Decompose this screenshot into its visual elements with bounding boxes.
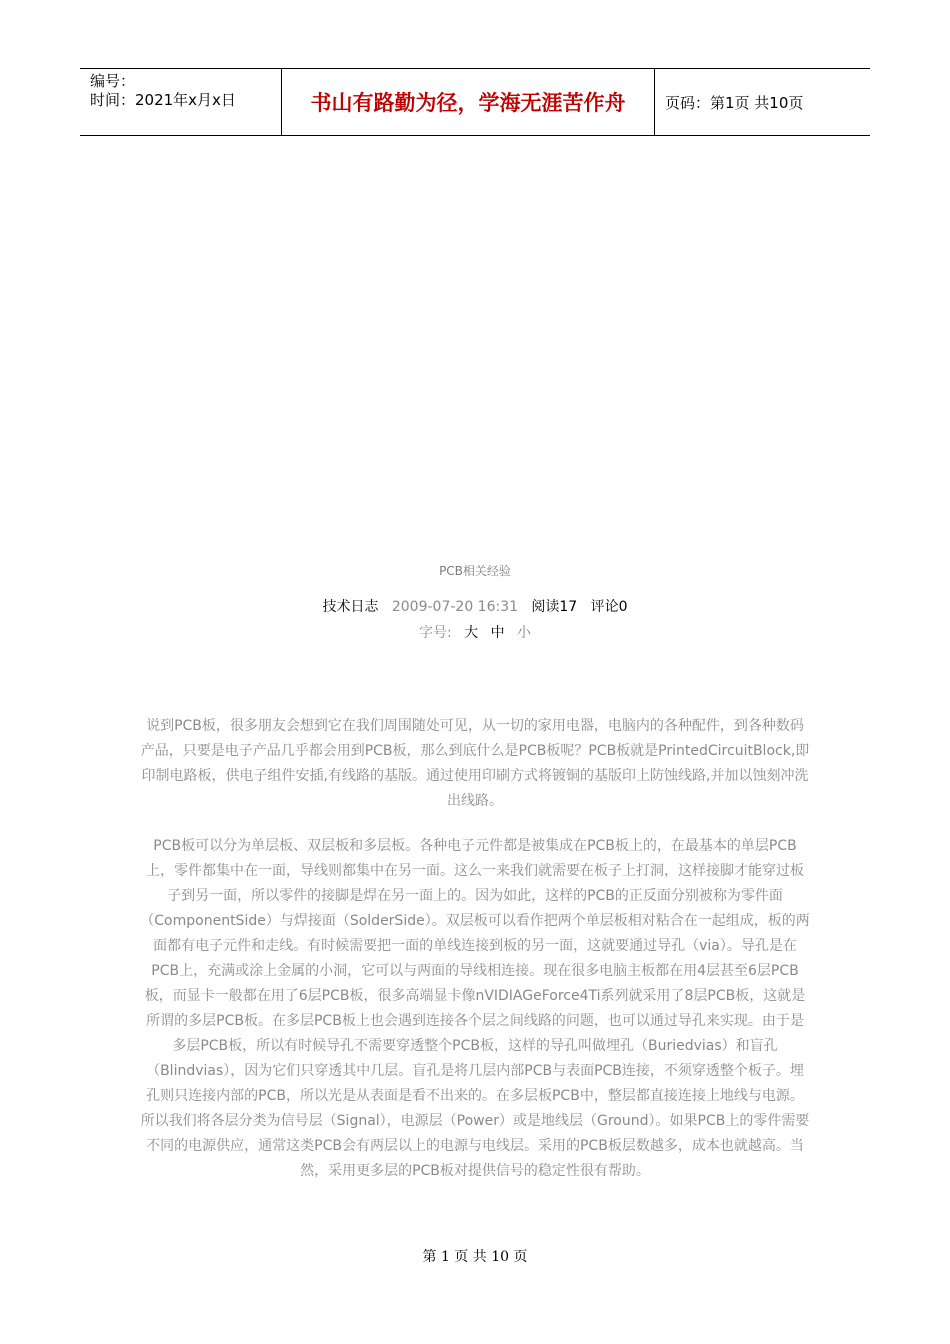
document-header bbox=[80, 68, 870, 136]
page-footer: 第 1 页 共 10 页 bbox=[422, 1249, 528, 1265]
article-category-link[interactable]: 技术日志 bbox=[322, 599, 379, 615]
font-size-small-button[interactable]: 小 bbox=[517, 625, 532, 641]
article-meta bbox=[0, 596, 950, 616]
header-info bbox=[90, 72, 280, 110]
font-size-selector bbox=[0, 622, 950, 642]
header-motto: 书山有路勤为径，学海无涯苦作舟 bbox=[310, 90, 626, 115]
font-size-medium-button[interactable]: 中 bbox=[490, 625, 505, 641]
article-reads: 阅读17 bbox=[531, 599, 578, 615]
article-datetime: 2009-07-20 16:31 bbox=[391, 599, 519, 615]
article-comments-link[interactable]: 评论0 bbox=[590, 599, 628, 615]
article-title: PCB相关经验 bbox=[439, 564, 511, 578]
article-paragraph: PCB板可以分为单层板、双层板和多层板。各种电子元件都是被集成在PCB板上的，在最基本的单层PCB上，零件都集中在一面，导线则都集中在另一面。这么一来我们就需要在板子上打洞，这样接脚才能穿过板子到另一面，所以零件的接脚是焊在另一面上的。因为如此，这样的PCB的正反面分别被称为零件面（ComponentSide）与焊接面（SolderSide）。双层板可以看作把两个单层板相对粘合在一起组成，板的两面都有电子元件和走线。有时候需要把一面的单线连接到板的另一面，这就要通过导孔（via）。导孔是在PCB上，充满或涂上金属的小洞，它可以与两面的导线相连接。现在很多电脑主板都在用4层甚至6层PCB板，而显卡一般都在用了6层PCB板，很多高端显卡像nVIDIAGeForce4Ti系列就采用了8层PCB板，这就是所谓的多层PCB板。在多层PCB板上也会遇到连接各个层之间线路的问题，也可以通过导孔来实现。由于是多层PCB板，所以有时候导孔不需要穿透整个PCB板，这样的导孔叫做埋孔（Buriedvias）和盲孔（Blindvias），因为它们只穿透其中几层。盲孔是将几层内部PCB与表面PCB连接，不须穿透整个板子。埋孔则只连接内部的PCB，所以光是从表面是看不出来的。在多层板PCB中，整层都直接连接上地线与电源。所以我们将各层分类为信号层（Signal），电源层（Power）或是地线层（Ground）。如果PCB上的零件需要不同的电源供应，通常这类PCB会有两层以上的电源与电线层。采用的PCB板层数越多，成本也就越高。当然，采用更多层的PCB板对提供信号的稳定性很有帮助。 bbox=[140, 838, 810, 1179]
header-page-info: 页码：第1页 共10页 bbox=[665, 93, 804, 112]
article-paragraph: 说到PCB板，很多朋友会想到它在我们周围随处可见，从一切的家用电器，电脑内的各种配件，到各种数码产品，只要是电子产品几乎都会用到PCB板，那么到底什么是PCB板呢？PCB板就是PrintedCircuitBlock,即印制电路板，供电子组件安插,有线路的基版。通过使用印刷方式将镀铜的基版印上防蚀线路,并加以蚀刻冲洗出线路。 bbox=[140, 718, 810, 809]
header-divider bbox=[654, 69, 655, 135]
document-time-label: 时间：2021年x月x日 bbox=[90, 91, 236, 109]
document-number-label: 编号： bbox=[90, 72, 136, 90]
font-size-label: 字号: bbox=[418, 625, 452, 641]
font-size-large-button[interactable]: 大 bbox=[464, 625, 479, 641]
